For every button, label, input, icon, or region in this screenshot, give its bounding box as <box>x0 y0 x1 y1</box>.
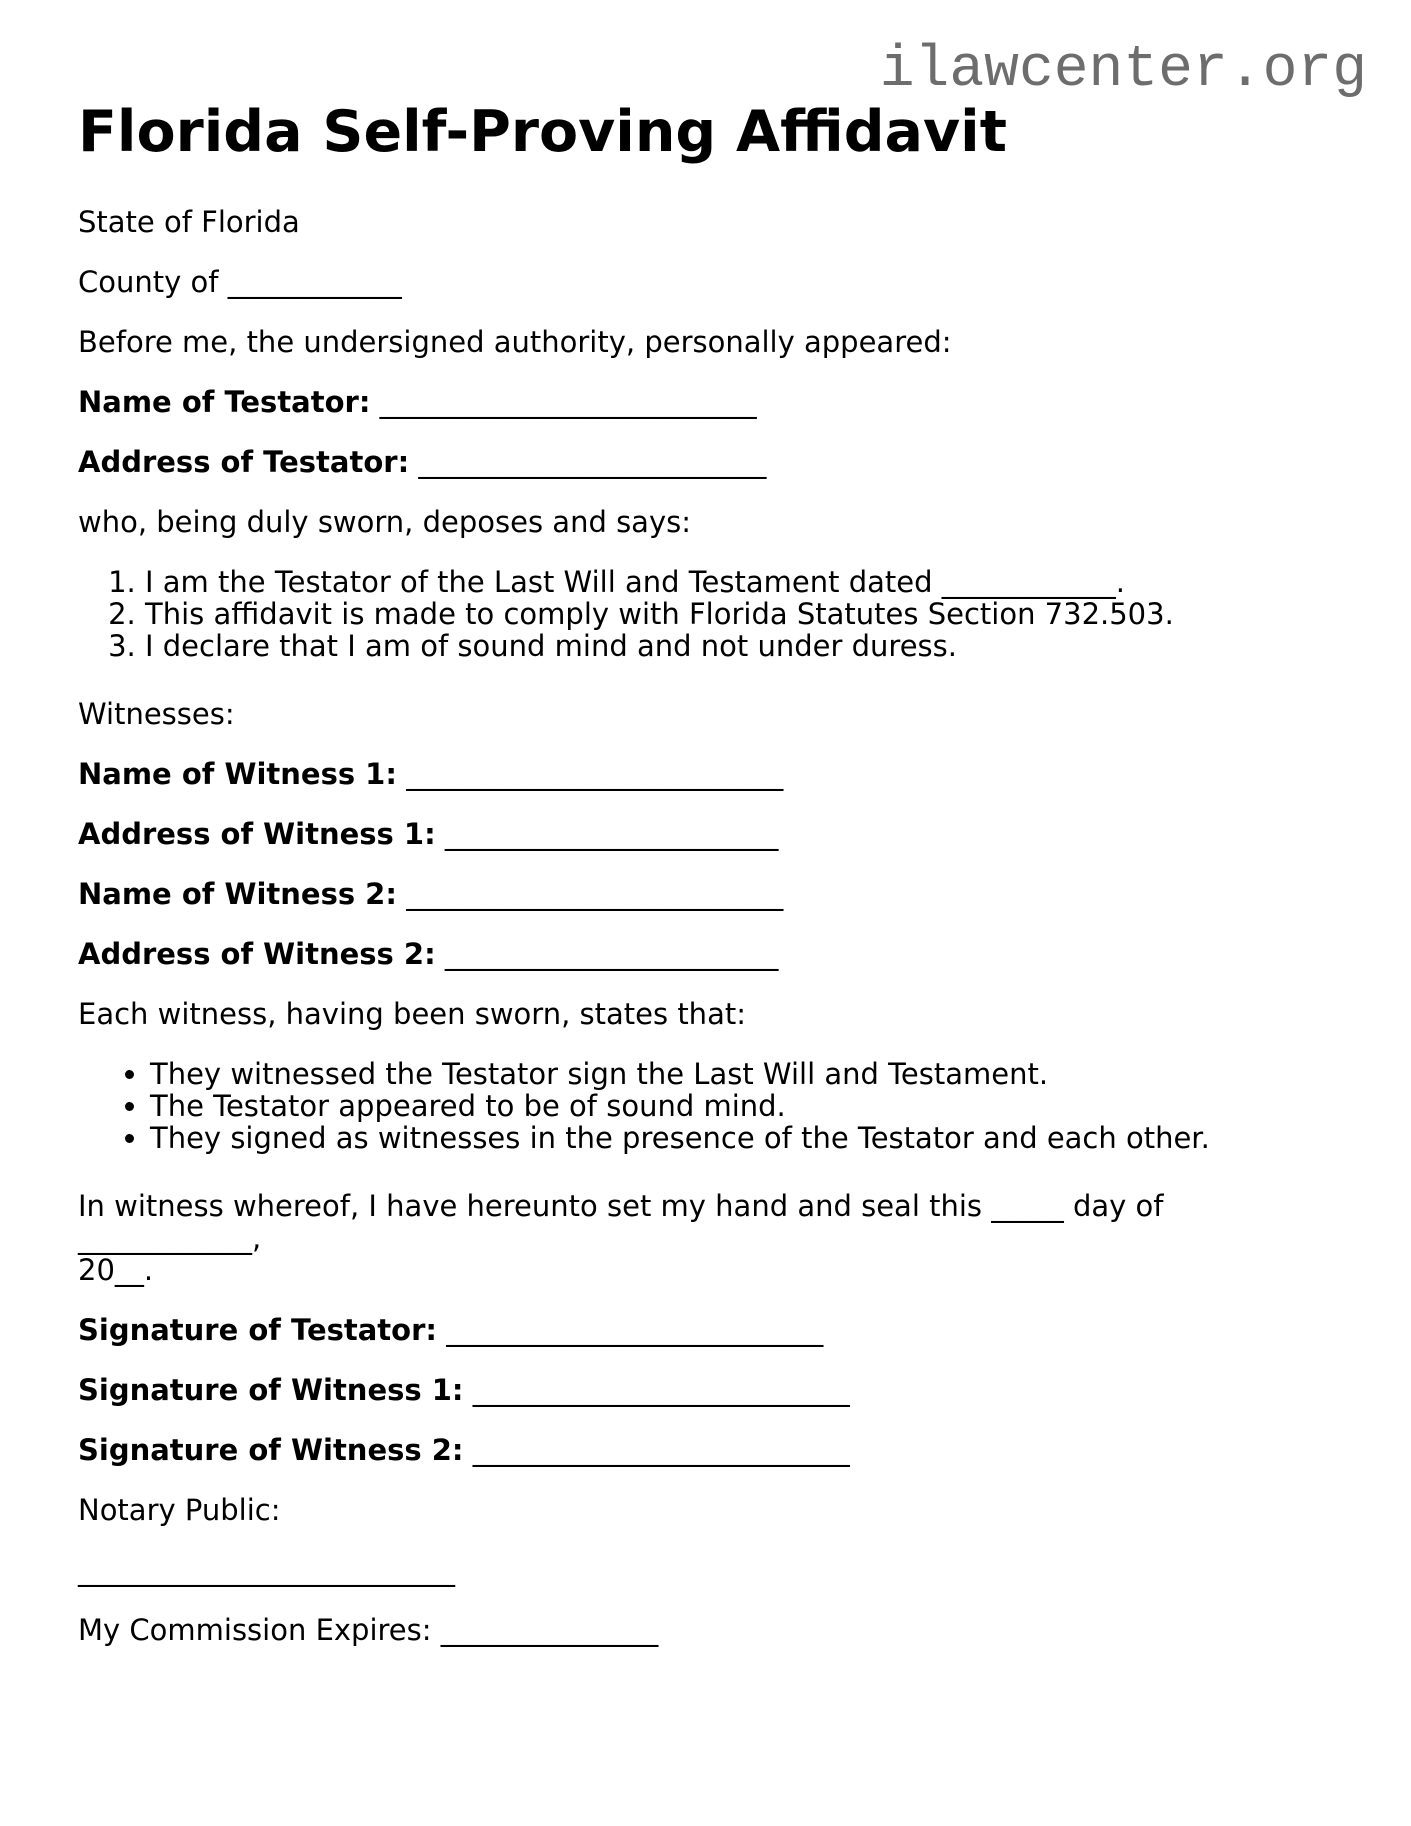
before-me-line <box>78 326 1333 358</box>
before-me-text: Before me, the undersigned authority, personally appeared: <box>78 325 952 359</box>
county-blank: ____________ <box>227 265 402 299</box>
document-title: Florida Self-Proving Affidavit <box>78 99 1007 165</box>
attestation-item: • The Testator appeared to be of sound mind. <box>150 1090 1333 1122</box>
signature-witness1-blank: __________________________ <box>472 1373 850 1407</box>
signature-witness2-label: Signature of Witness 2: <box>78 1433 464 1467</box>
execution-text-line2: 20__. <box>78 1253 154 1287</box>
signature-witness2-line <box>78 1434 1333 1466</box>
witness2-address-blank: _______________________ <box>444 937 779 971</box>
witness2-address-line <box>78 938 1333 970</box>
execution-line <box>78 1190 1333 1286</box>
state-line <box>78 206 1333 238</box>
county-line <box>78 266 1333 298</box>
attestation-intro-line <box>78 998 1333 1030</box>
commission-blank: _______________ <box>440 1613 659 1647</box>
commission-line <box>78 1614 1333 1646</box>
attestation-item: • They witnessed the Testator sign the Last Will and Testament. <box>150 1058 1333 1090</box>
witness2-name-blank: __________________________ <box>406 877 784 911</box>
attestation-intro-text: Each witness, having been sworn, states that: <box>78 997 746 1031</box>
testator-name-line <box>78 386 1333 418</box>
witness2-name-line <box>78 878 1333 910</box>
testator-name-blank: __________________________ <box>379 385 757 419</box>
signature-testator-label: Signature of Testator: <box>78 1313 437 1347</box>
signature-testator-line <box>78 1314 1333 1346</box>
declaration-item: 3. I declare that I am of sound mind and not under duress. <box>145 630 1333 662</box>
commission-label: My Commission Expires: <box>78 1613 432 1647</box>
site-watermark: ilawcenter.org <box>879 38 1367 103</box>
notary-label-text: Notary Public: <box>78 1493 281 1527</box>
witness2-name-label: Name of Witness 2: <box>78 877 397 911</box>
testator-address-line <box>78 446 1333 478</box>
witness1-name-label: Name of Witness 1: <box>78 757 397 791</box>
signature-witness2-blank: __________________________ <box>472 1433 850 1467</box>
execution-text-line1: In witness whereof, I have hereunto set my hand and seal this _____ day of ____________, <box>78 1189 1164 1255</box>
testator-address-label: Address of Testator: <box>78 445 410 479</box>
notary-label-line <box>78 1494 1333 1526</box>
declarations-list <box>78 566 1333 662</box>
declaration-item: 1. I am the Testator of the Last Will and Testament dated ____________. <box>145 566 1333 598</box>
witness1-name-blank: __________________________ <box>406 757 784 791</box>
witness1-address-label: Address of Witness 1: <box>78 817 436 851</box>
sworn-text: who, being duly sworn, deposes and says: <box>78 505 691 539</box>
notary-signature-line <box>78 1554 1333 1586</box>
sworn-line <box>78 506 1333 538</box>
witness1-address-blank: _______________________ <box>444 817 779 851</box>
testator-name-label: Name of Testator: <box>78 385 371 419</box>
attestation-item: • They signed as witnesses in the presence of the Testator and each other. <box>150 1122 1333 1154</box>
witness2-address-label: Address of Witness 2: <box>78 937 436 971</box>
notary-signature-blank: __________________________ <box>78 1553 455 1587</box>
witness1-name-line <box>78 758 1333 790</box>
county-label: County of <box>78 265 219 299</box>
attestation-list <box>78 1058 1333 1154</box>
declaration-item: 2. This affidavit is made to comply with Florida Statutes Section 732.503. <box>145 598 1333 630</box>
witnesses-heading <box>78 698 1333 730</box>
witness1-address-line <box>78 818 1333 850</box>
signature-witness1-line <box>78 1374 1333 1406</box>
testator-address-blank: ________________________ <box>418 445 767 479</box>
state-text: State of Florida <box>78 205 300 239</box>
signature-testator-blank: __________________________ <box>446 1313 824 1347</box>
witnesses-heading-text: Witnesses: <box>78 697 235 731</box>
signature-witness1-label: Signature of Witness 1: <box>78 1373 464 1407</box>
